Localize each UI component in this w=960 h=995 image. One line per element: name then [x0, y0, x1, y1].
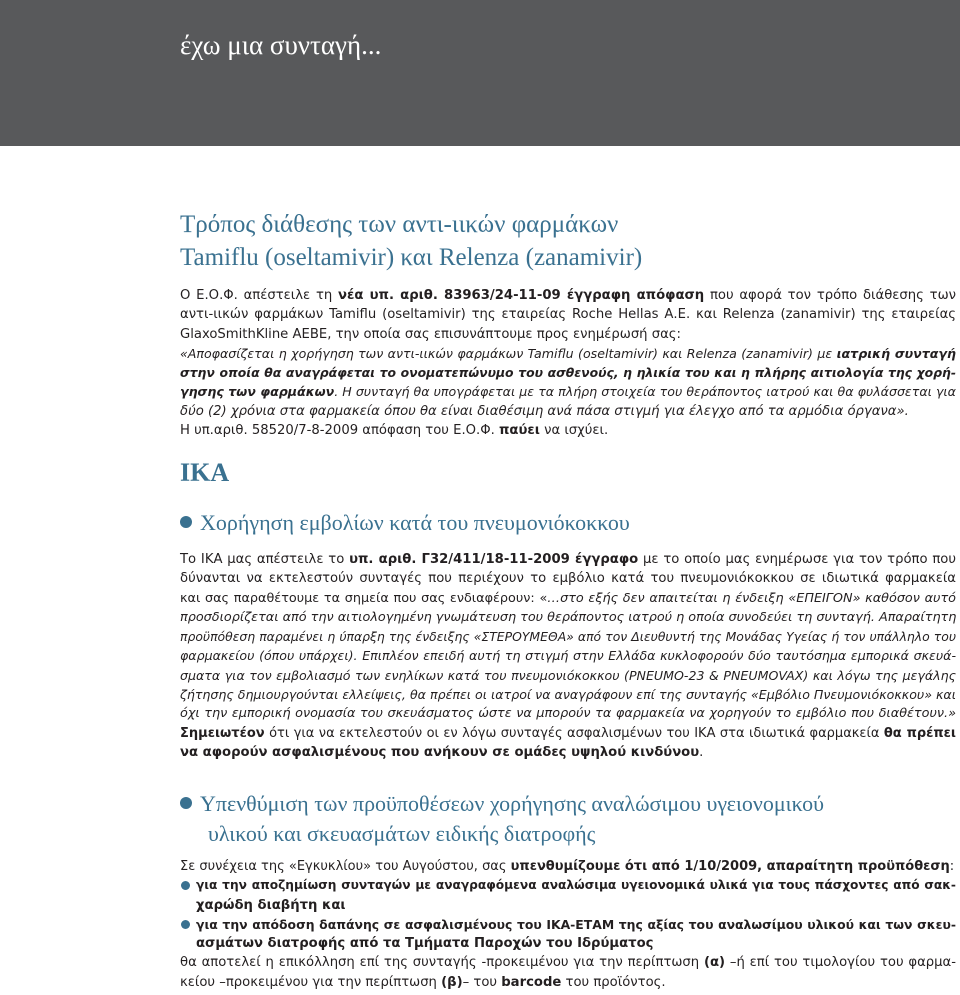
bullet-icon: [180, 797, 192, 809]
eof-quote-line1: «Αποφασίζεται η χορήγηση των αντι-ιικών φαρμάκων Tamiflu (oseltamivir) και Relenza (zanamivir) με ιατρική συνταγή: [180, 345, 956, 361]
list-bullet-icon: [181, 881, 190, 890]
reminder-item2-line2: ασμάτων διατροφής από τα Τμήματα Παροχών του Ιδρύματος: [196, 936, 654, 952]
header-banner: [0, 0, 960, 146]
reminder-item1-line2: χαρώδη διαβήτη και: [196, 897, 346, 913]
ika-line7: σματα για τον εμβολιασμό των ενηλίκων κατά του πνευμονιόκοκκου (PNEUMO-23 & PNEUMOVAX) και λόγω της μεγάλης: [180, 667, 956, 683]
ika-line10: Σημειωτέον ότι για να εκτελεστούν οι εν λόγω συνταγές ασφαλισμένων του ΙΚΑ στα ιδιωτικά φαρμακεία θα πρέπει: [180, 725, 956, 741]
ika-line8: ζήτησης δημιουργούνται ελλείψεις, θα πρέπει οι ιατροί να αναγράφουν επί της συνταγής «Εμβόλιο Πνευμονιόκοκκου» και: [180, 687, 956, 703]
reminder-item1-line1: για την αποζημίωση συνταγών με αναγραφόμενα αναλώσιμα υγειονομικά υλικά για τους πάσχοντες από σακ-: [196, 878, 956, 893]
ika-line1: Το ΙΚΑ μας απέστειλε το υπ. αριθ. Γ32/411/18-11-2009 έγγραφο με το οποίο μας ενημέρωσε για τον τρόπο που: [180, 552, 956, 567]
eof-p1-line1: Ο Ε.Ο.Φ. απέστειλε τη νέα υπ. αριθ. 83963/24-11-09 έγγραφη απόφαση που αφορά τον τρόπο διάθεσης των: [180, 288, 956, 303]
eof-quote-line2: στην οποία θα αναγράφεται το ονοματεπώνυμο του ασθενούς, η ηλικία του και η πλήρης αιτιολογία της χορή-: [180, 365, 956, 381]
ika-line5: προϋπόθεση παραμένει η ύπαρξη της ένδειξης «ΣΤΕΡΟΥΜΕΘΑ» από τον Διευθυντή της Μονάδας Υγείας ή τον υπάλληλο του: [180, 629, 956, 645]
eof-p1-line2: αντι-ιικών φαρμάκων Tamiflu (oseltamivir) της εταιρείας Roche Hellas Α.Ε. και Relenza (zanamivir) της εταιρείας: [180, 307, 956, 323]
eof-p2: Η υπ.αριθ. 58520/7-8-2009 απόφαση του Ε.Ο.Φ. παύει να ισχύει.: [180, 423, 609, 439]
reminder-outro-line2: κείου –προκειμένου για την περίπτωση (β)– του barcode του προϊόντος.: [180, 974, 666, 990]
ika-title: ΙΚΑ: [180, 458, 230, 487]
reminder-intro: Σε συνέχεια της «Εγκυκλίου» του Αυγούστου, σας υπενθυμίζουμε ότι από 1/10/2009, απαραίτητη προϋπόθεση:: [180, 859, 955, 874]
eof-heading: [180, 208, 642, 274]
eof-heading-line1: Τρόπος διάθεσης των αντι-ιικών φαρμάκων: [180, 211, 619, 238]
ika-subheading: Χορήγηση εμβολίων κατά του πνευμονιόκοκκου: [180, 508, 630, 538]
ika-body: [180, 550, 956, 762]
reminder-item2-line1: για την απόδοση δαπάνης σε ασφαλισμένους του ΙΚΑ-ΕΤΑΜ της αξίας του αναλωσίμου υλικού και των σκευ-: [196, 916, 956, 932]
banner-title: έχω μια συνταγή...: [180, 30, 382, 60]
ika-line2: δύνανται να εκτελεστούν συνταγές που περιέχουν το εμβόλιο κατά του πνευμονιόκοκκου σε ιδιωτικά φαρμακεία: [180, 571, 956, 587]
ika-line11: να αφορούν ασφαλισμένους που ανήκουν σε ομάδες υψηλού κινδύνου.: [180, 744, 704, 760]
ika-line9: όχι την εμπορική ονομασία του σκευάσματος ώστε να μπορούν τα φαρμακεία να χορηγούν το εμβόλιο που διαθέτουν.»: [180, 706, 956, 722]
eof-quote-line3: γησης των φαρμάκων. Η συνταγή θα υπογράφεται με τα πλήρη στοιχεία του θεράποντος ιατρού και θα φυλάσσεται για: [180, 384, 956, 400]
ika-line4: προσδιορίζεται από την αιτιολογημένη γνωμάτευση του θεράποντος ιατρού η οποία συνοδεύει τη συνταγή. Απαραίτητη: [180, 609, 957, 625]
eof-p1-line3: GlaxoSmithKline ΑΕΒΕ, την οποία σας επισυνάπτουμε προς ενημέρωσή σας:: [180, 326, 681, 342]
eof-heading-line2: Tamiflu (oseltamivir) και Relenza (zanamivir): [180, 244, 643, 271]
list-bullet-icon: [181, 920, 190, 929]
ika-line3: και σας παραθέτουμε τα σημεία που σας ενδιαφέρουν: «…στο εξής δεν απαιτείται η ένδειξη «ΕΠΕΙΓΟΝ» καθόσον αυτό: [180, 590, 956, 606]
reminder-body: [180, 857, 956, 992]
reminder-heading: Υπενθύμιση των προϋποθέσεων χορήγησης αναλώσιμου υγειονομικού υλικού και σκευασμάτων ειδικής διατροφής: [180, 789, 824, 849]
eof-quote-line4: δύο (2) χρόνια στα φαρμακεία όπου θα είναι διαθέσιμη ανά πάσα στιγμή για έλεγχο από τα αρμόδια όργανα».: [180, 403, 909, 419]
bullet-icon: [180, 516, 192, 528]
reminder-outro-line1: θα αποτελεί η επικόλληση επί της συνταγής -προκειμένου για την περίπτωση (α) –ή επί του τιμολογίου του φαρμα-: [180, 955, 956, 971]
ika-line6: φαρμακείου (όπου υπάρχει). Επιπλέον επειδή αυτή τη στιγμή στην Ελλάδα κυκλοφορούν δύο ταυτόσημα εμπορικά σκευά-: [180, 648, 956, 664]
eof-body: [180, 286, 956, 440]
